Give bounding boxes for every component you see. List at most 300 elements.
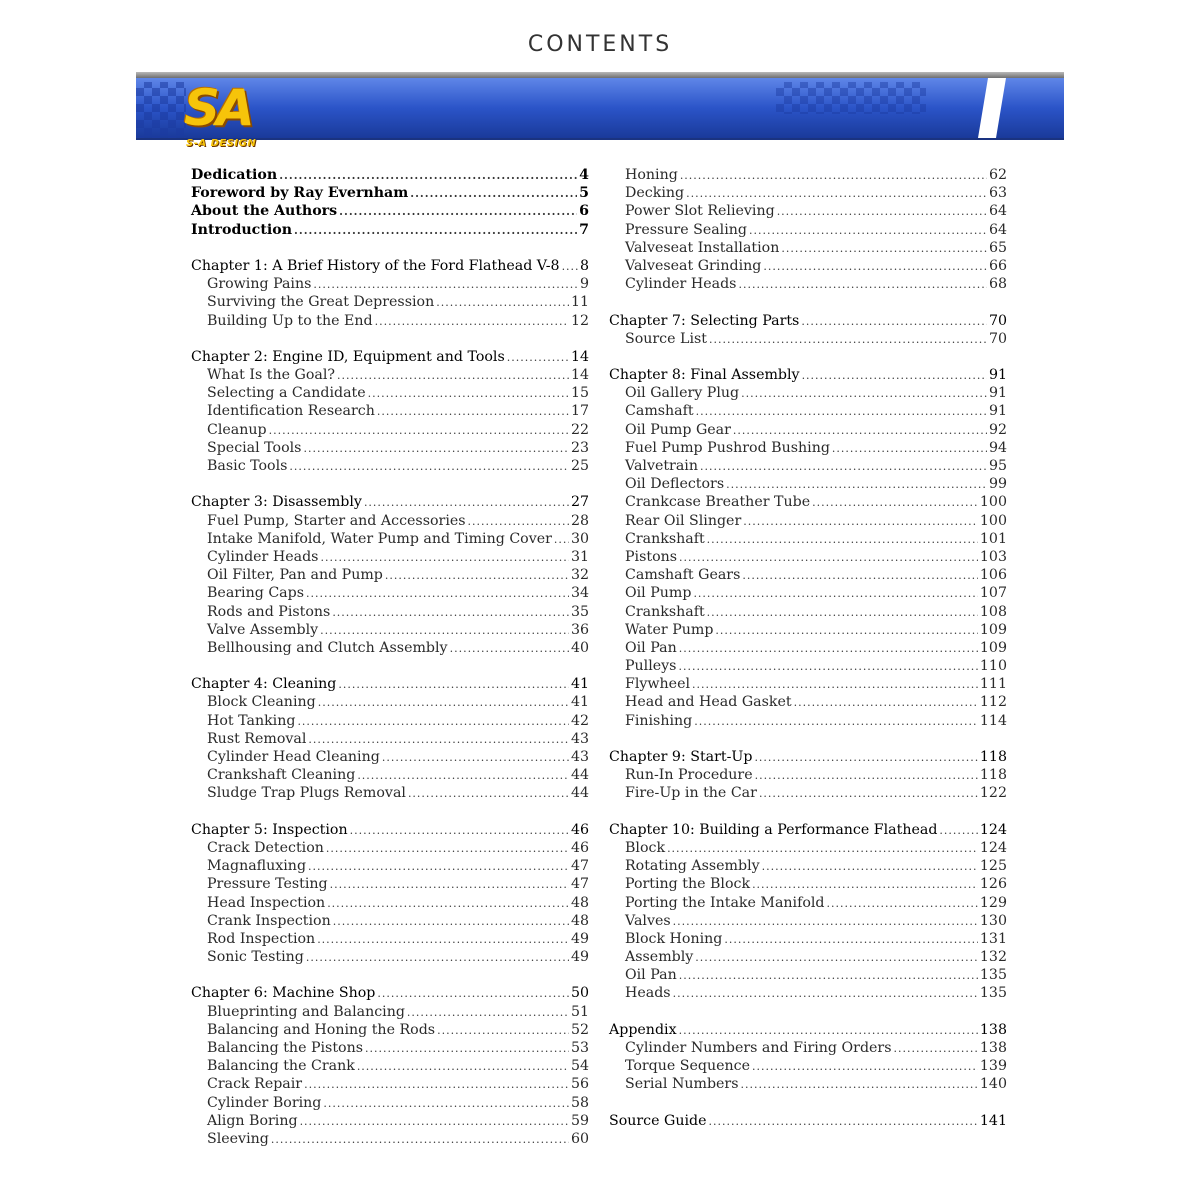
toc-entry[interactable] <box>191 584 589 602</box>
toc-leader-dots <box>755 770 978 782</box>
toc-chapter-entry[interactable] <box>191 184 589 202</box>
toc-entry-title: Cylinder Numbers and Firing Orders <box>625 1040 892 1056</box>
toc-entry-title: Chapter 5: Inspection <box>191 821 348 838</box>
toc-entry[interactable] <box>191 402 589 420</box>
toc-leader-dots <box>308 734 569 746</box>
toc-entry[interactable] <box>609 202 1007 220</box>
toc-entry-page: 68 <box>988 276 1007 293</box>
toc-entry[interactable] <box>609 439 1007 457</box>
toc-leader-dots <box>696 406 987 418</box>
toc-entry[interactable] <box>191 639 589 657</box>
toc-entry-title: Pulleys <box>625 658 677 675</box>
toc-leader-dots <box>679 970 978 982</box>
toc-entry-page: 70 <box>988 330 1007 347</box>
toc-entry-title: Chapter 2: Engine ID, Equipment and Tools <box>191 348 505 365</box>
toc-entry-title: Pressure Testing <box>207 876 328 893</box>
toc-entry[interactable] <box>191 894 589 912</box>
toc-entry-title: Chapter 6: Machine Shop <box>191 985 376 1002</box>
toc-entry[interactable] <box>191 1039 589 1057</box>
toc-leader-dots <box>812 497 978 509</box>
toc-entry-title: Bellhousing and Clutch Assembly <box>207 639 448 656</box>
toc-entry[interactable] <box>609 275 1007 293</box>
toc-leader-dots <box>709 1116 978 1128</box>
toc-entry-page: 140 <box>979 1076 1007 1093</box>
toc-entry[interactable] <box>191 366 589 384</box>
toc-leader-dots <box>715 625 977 637</box>
toc-leader-dots <box>679 552 978 564</box>
toc-leader-dots <box>318 697 569 709</box>
toc-entry[interactable] <box>609 784 1007 802</box>
toc-chapter-entry[interactable] <box>191 821 589 839</box>
toc-entry-title: Dedication <box>191 167 278 183</box>
toc-chapter-entry[interactable] <box>609 366 1007 384</box>
toc-leader-dots <box>893 1043 977 1055</box>
toc-entry[interactable] <box>609 894 1007 912</box>
toc-entry-page: 130 <box>979 912 1007 929</box>
toc-entry-page: 5 <box>579 185 589 202</box>
toc-chapter-entry[interactable] <box>191 984 589 1002</box>
toc-leader-dots <box>763 261 987 273</box>
toc-entry-title: Porting the Intake Manifold <box>625 894 825 911</box>
toc-entry-page: 17 <box>570 403 589 420</box>
toc-leader-dots <box>327 898 569 910</box>
toc-entry[interactable] <box>609 966 1007 984</box>
toc-entry[interactable] <box>609 948 1007 966</box>
toc-entry-title: Water Pump <box>625 621 714 638</box>
toc-entry-page: 60 <box>570 1130 589 1147</box>
toc-leader-dots <box>303 443 568 455</box>
toc-entry[interactable] <box>191 1057 589 1075</box>
toc-entry-title: Balancing the Crank <box>207 1058 355 1075</box>
toc-entry[interactable] <box>609 221 1007 239</box>
toc-entry[interactable] <box>191 312 589 330</box>
toc-leader-dots <box>410 188 577 200</box>
toc-entry-page: 112 <box>979 694 1007 711</box>
toc-entry-page: 110 <box>979 658 1007 675</box>
toc-entry-page: 34 <box>570 585 589 602</box>
toc-leader-dots <box>694 716 978 728</box>
toc-leader-dots <box>707 607 978 619</box>
toc-entry-page: 100 <box>979 512 1007 529</box>
toc-entry-title: Rust Removal <box>207 730 307 747</box>
toc-entry-title: Pressure Sealing <box>625 221 747 238</box>
toc-entry-title: Chapter 1: A Brief History of the Ford Flathead V-8 <box>191 257 560 274</box>
toc-entry-page: 135 <box>979 967 1007 984</box>
toc-entry-page: 118 <box>979 749 1007 765</box>
toc-entry[interactable] <box>191 875 589 893</box>
toc-entry[interactable] <box>609 693 1007 711</box>
toc-entry-title: Oil Deflectors <box>625 476 725 493</box>
toc-leader-dots <box>693 588 977 600</box>
toc-entry-page: 92 <box>988 421 1007 438</box>
toc-entry[interactable] <box>191 1130 589 1148</box>
toc-entry-title: Crank Inspection <box>207 912 331 929</box>
toc-entry[interactable] <box>191 693 589 711</box>
toc-entry-page: 70 <box>988 312 1007 329</box>
toc-chapter-entry[interactable] <box>191 675 589 693</box>
toc-leader-dots <box>507 352 569 364</box>
toc-entry[interactable] <box>609 930 1007 948</box>
toc-chapter-entry[interactable] <box>191 257 589 275</box>
toc-entry[interactable] <box>609 657 1007 675</box>
toc-entry-title: Torque Sequence <box>625 1058 751 1075</box>
toc-entry[interactable] <box>609 603 1007 621</box>
toc-leader-dots <box>742 570 978 582</box>
toc-entry-title: Valves <box>625 912 671 929</box>
toc-entry-page: 41 <box>570 676 589 693</box>
toc-entry-title: Chapter 8: Final Assembly <box>609 367 800 384</box>
toc-leader-dots <box>320 552 568 564</box>
toc-chapter-entry[interactable] <box>609 1112 1007 1130</box>
toc-entry[interactable] <box>191 421 589 439</box>
toc-leader-dots <box>801 316 987 328</box>
toc-entry[interactable] <box>191 384 589 402</box>
toc-entry-page: 106 <box>979 567 1007 584</box>
toc-entry[interactable] <box>191 784 589 802</box>
toc-entry[interactable] <box>609 184 1007 202</box>
toc-chapter-entry[interactable] <box>191 221 589 239</box>
toc-entry-title: Valvetrain <box>625 458 698 474</box>
toc-entry-page: 62 <box>988 167 1007 183</box>
toc-entry-page: 50 <box>570 985 589 1002</box>
toc-entry-title: Flywheel <box>625 676 691 693</box>
toc-entry-page: 122 <box>979 785 1007 802</box>
toc-entry-page: 48 <box>570 894 589 911</box>
toc-entry[interactable] <box>609 912 1007 930</box>
toc-entry[interactable] <box>609 548 1007 566</box>
toc-entry-title: Surviving the Great Depression <box>207 294 435 311</box>
toc-entry-title: Fire-Up in the Car <box>625 785 757 802</box>
toc-entry-title: Camshaft <box>625 403 694 420</box>
toc-entry[interactable] <box>609 1039 1007 1057</box>
toc-entry[interactable] <box>609 712 1007 730</box>
toc-left-column <box>191 166 589 1148</box>
toc-entry-title: Crack Detection <box>207 839 324 856</box>
toc-leader-dots <box>741 388 987 400</box>
toc-entry[interactable] <box>191 621 589 639</box>
toc-entry-page: 91 <box>988 385 1007 402</box>
toc-entry-page: 4 <box>579 167 589 183</box>
toc-entry-title: Foreword by Ray Evernham <box>191 185 409 202</box>
toc-leader-dots <box>306 588 569 600</box>
toc-entry[interactable] <box>609 857 1007 875</box>
toc-entry-title: Head and Head Gasket <box>625 694 792 711</box>
toc-entry[interactable] <box>609 493 1007 511</box>
toc-entry-title: Bearing Caps <box>207 585 305 602</box>
toc-entry-page: 22 <box>570 421 589 438</box>
toc-entry[interactable] <box>191 912 589 930</box>
toc-entry[interactable] <box>191 1094 589 1112</box>
toc-entry-title: Crack Repair <box>207 1076 303 1093</box>
toc-entry-page: 49 <box>570 930 589 947</box>
toc-entry-title: Blueprinting and Balancing <box>207 1003 405 1020</box>
toc-entry-page: 52 <box>570 1021 589 1038</box>
page-title: CONTENTS <box>527 32 673 57</box>
toc-entry[interactable] <box>191 948 589 966</box>
toc-chapter-entry[interactable] <box>609 312 1007 330</box>
toc-entry-title: Identification Research <box>207 403 375 420</box>
toc-leader-dots <box>408 788 569 800</box>
toc-entry-page: 43 <box>570 730 589 747</box>
toc-chapter-entry[interactable] <box>609 821 1007 839</box>
toc-entry[interactable] <box>191 1112 589 1130</box>
toc-entry[interactable] <box>609 239 1007 257</box>
toc-leader-dots <box>385 570 569 582</box>
toc-entry-page: 27 <box>570 494 589 511</box>
toc-entry-title: Run-In Procedure <box>625 767 753 784</box>
toc-entry[interactable] <box>609 566 1007 584</box>
toc-entry-title: Balancing the Pistons <box>207 1040 364 1056</box>
toc-entry-title: Porting the Block <box>625 876 751 893</box>
toc-leader-dots <box>679 643 978 655</box>
toc-entry-page: 129 <box>979 894 1007 911</box>
toc-entry[interactable] <box>609 166 1007 184</box>
toc-entry-page: 15 <box>570 385 589 402</box>
toc-entry-title: Power Slot Relieving <box>625 203 775 220</box>
toc-entry-title: Selecting a Candidate <box>207 385 366 402</box>
toc-leader-dots <box>317 934 569 946</box>
toc-entry-page: 11 <box>570 294 589 311</box>
toc-leader-dots <box>365 1043 569 1055</box>
toc-entry-page: 30 <box>570 530 589 547</box>
toc-leader-dots <box>294 225 577 237</box>
toc-leader-dots <box>289 461 569 473</box>
toc-leader-dots <box>300 1116 569 1128</box>
toc-entry[interactable] <box>609 621 1007 639</box>
toc-leader-dots <box>562 261 578 273</box>
toc-entry[interactable] <box>609 384 1007 402</box>
toc-leader-dots <box>308 861 569 873</box>
toc-entry-title: Chapter 10: Building a Performance Flathead <box>609 821 938 838</box>
toc-leader-dots <box>686 188 987 200</box>
toc-entry-title: Oil Pan <box>625 639 677 656</box>
toc-entry-page: 95 <box>988 458 1007 474</box>
toc-entry-title: Crankshaft <box>625 530 705 547</box>
toc-entry-page: 139 <box>979 1058 1007 1075</box>
toc-entry-title: Valveseat Grinding <box>625 257 762 274</box>
toc-entry-title: Assembly <box>625 949 694 966</box>
toc-entry-page: 58 <box>570 1094 589 1111</box>
toc-leader-dots <box>726 479 987 491</box>
toc-chapter-entry[interactable] <box>191 202 589 220</box>
toc-entry[interactable] <box>609 1075 1007 1093</box>
toc-leader-dots <box>437 1025 569 1037</box>
toc-entry-title: Chapter 3: Disassembly <box>191 494 362 511</box>
toc-entry[interactable] <box>191 839 589 857</box>
toc-entry-page: 31 <box>570 548 589 565</box>
logo-subtext: S-A DESIGN <box>186 138 257 149</box>
toc-leader-dots <box>752 879 978 891</box>
toc-leader-dots <box>680 170 987 182</box>
toc-entry-page: 138 <box>979 1021 1007 1038</box>
toc-entry-page: 42 <box>570 712 589 729</box>
toc-entry-page: 32 <box>570 567 589 584</box>
toc-leader-dots <box>271 1134 569 1146</box>
toc-entry-page: 59 <box>570 1112 589 1129</box>
toc-entry[interactable] <box>609 1057 1007 1075</box>
toc-leader-dots <box>279 170 577 182</box>
toc-entry-title: Chapter 4: Cleaning <box>191 676 337 693</box>
toc-entry-title: Introduction <box>191 221 293 238</box>
toc-entry-page: 124 <box>979 821 1007 838</box>
toc-entry-page: 91 <box>988 367 1007 384</box>
toc-chapter-entry[interactable] <box>191 166 589 184</box>
toc-entry[interactable] <box>609 584 1007 602</box>
toc-entry[interactable] <box>191 293 589 311</box>
toc-entry-page: 65 <box>988 239 1007 256</box>
toc-entry-page: 9 <box>579 276 589 293</box>
toc-entry[interactable] <box>609 257 1007 275</box>
toc-entry-title: Cylinder Head Cleaning <box>207 749 380 765</box>
toc-leader-dots <box>357 1061 569 1073</box>
toc-entry-page: 36 <box>570 621 589 638</box>
toc-chapter-entry[interactable] <box>191 348 589 366</box>
toc-entry[interactable] <box>609 766 1007 784</box>
toc-leader-dots <box>733 425 987 437</box>
toc-entry-title: Chapter 9: Start-Up <box>609 749 753 765</box>
banner-graphic <box>136 72 1064 152</box>
toc-entry-title: Building Up to the End <box>207 312 373 329</box>
toc-entry-title: Growing Pains <box>207 276 312 293</box>
toc-leader-dots <box>450 643 569 655</box>
toc-entry-page: 109 <box>979 639 1007 656</box>
toc-entry[interactable] <box>191 1075 589 1093</box>
toc-entry[interactable] <box>609 457 1007 475</box>
toc-entry-page: 126 <box>979 876 1007 893</box>
toc-leader-dots <box>304 1079 569 1091</box>
toc-leader-dots <box>468 516 569 528</box>
toc-entry-title: Balancing and Honing the Rods <box>207 1021 436 1038</box>
toc-entry[interactable] <box>191 439 589 457</box>
toc-entry-title: Cleanup <box>207 421 267 438</box>
toc-leader-dots <box>338 679 569 691</box>
toc-entry-title: Rotating Assembly <box>625 858 760 875</box>
toc-entry-page: 91 <box>988 403 1007 420</box>
toc-chapter-entry[interactable] <box>191 493 589 511</box>
toc-entry-page: 14 <box>570 348 589 365</box>
toc-entry-title: Decking <box>625 185 685 202</box>
toc-entry[interactable] <box>191 730 589 748</box>
toc-entry-title: Heads <box>625 985 671 1002</box>
toc-entry-page: 100 <box>979 494 1007 511</box>
toc-leader-dots <box>297 716 569 728</box>
toc-entry-title: Cylinder Boring <box>207 1094 322 1111</box>
toc-leader-dots <box>762 861 978 873</box>
toc-entry-title: Crankshaft <box>625 603 705 620</box>
toc-entry[interactable] <box>191 857 589 875</box>
toc-leader-dots <box>375 316 569 328</box>
toc-entry-page: 48 <box>570 912 589 929</box>
toc-entry-title: Magnafluxing <box>207 858 307 875</box>
toc-entry-title: Sonic Testing <box>207 949 304 966</box>
toc-leader-dots <box>339 206 577 218</box>
toc-leader-dots <box>382 752 569 764</box>
toc-leader-dots <box>678 661 977 673</box>
toc-entry[interactable] <box>609 675 1007 693</box>
toc-entry-page: 41 <box>570 694 589 711</box>
toc-entry-page: 49 <box>570 949 589 966</box>
toc-entry-title: Fuel Pump, Starter and Accessories <box>207 512 466 529</box>
toc-entry-title: Valve Assembly <box>207 621 319 638</box>
toc-entry[interactable] <box>609 530 1007 548</box>
header-banner <box>136 72 1064 152</box>
toc-entry-page: 12 <box>570 312 589 329</box>
toc-entry-title: Appendix <box>609 1021 677 1038</box>
toc-entry[interactable] <box>191 748 589 766</box>
toc-entry-title: Honing <box>625 167 678 183</box>
toc-entry-title: Oil Filter, Pan and Pump <box>207 567 383 584</box>
toc-entry[interactable] <box>191 457 589 475</box>
toc-entry[interactable] <box>609 512 1007 530</box>
toc-entry-title: Pistons <box>625 548 678 565</box>
toc-entry[interactable] <box>191 766 589 784</box>
toc-entry-title: Special Tools <box>207 439 302 456</box>
toc-leader-dots <box>679 1025 978 1037</box>
toc-entry-page: 28 <box>570 512 589 529</box>
toc-entry[interactable] <box>191 930 589 948</box>
toc-right-column <box>609 166 1007 1130</box>
toc-entry-page: 46 <box>570 821 589 838</box>
toc-entry[interactable] <box>609 875 1007 893</box>
logo-icon: SA <box>184 79 251 137</box>
toc-leader-dots <box>752 1061 978 1073</box>
toc-entry-page: 138 <box>979 1040 1007 1056</box>
toc-leader-dots <box>337 370 569 382</box>
toc-entry[interactable] <box>191 1003 589 1021</box>
toc-entry[interactable] <box>609 839 1007 857</box>
toc-entry[interactable] <box>609 639 1007 657</box>
toc-entry-title: Finishing <box>625 712 693 729</box>
toc-entry[interactable] <box>609 402 1007 420</box>
toc-leader-dots <box>377 988 569 1000</box>
toc-leader-dots <box>794 697 978 709</box>
toc-leader-dots <box>364 497 569 509</box>
toc-leader-dots <box>759 788 978 800</box>
toc-entry-page: 54 <box>570 1058 589 1075</box>
toc-entry-title: Rod Inspection <box>207 930 316 947</box>
toc-entry-title: Cylinder Heads <box>207 548 319 565</box>
toc-entry-title: Intake Manifold, Water Pump and Timing Cover <box>207 530 552 547</box>
toc-entry-page: 47 <box>570 858 589 875</box>
toc-entry[interactable] <box>609 984 1007 1002</box>
toc-entry[interactable] <box>609 475 1007 493</box>
toc-leader-dots <box>939 825 978 837</box>
toc-leader-dots <box>692 679 978 691</box>
toc-entry[interactable] <box>191 275 589 293</box>
toc-entry[interactable] <box>191 566 589 584</box>
toc-entry[interactable] <box>609 330 1007 348</box>
toc-entry-page: 6 <box>579 203 589 220</box>
toc-entry-title: Source Guide <box>609 1112 707 1129</box>
toc-entry[interactable] <box>191 1021 589 1039</box>
toc-entry[interactable] <box>191 603 589 621</box>
toc-entry[interactable] <box>191 548 589 566</box>
toc-entry-title: Crankcase Breather Tube <box>625 494 811 511</box>
toc-entry[interactable] <box>191 712 589 730</box>
toc-chapter-entry[interactable] <box>609 1021 1007 1039</box>
toc-chapter-entry[interactable] <box>609 748 1007 766</box>
toc-entry-page: 43 <box>570 749 589 765</box>
toc-entry-title: Valveseat Installation <box>625 239 780 256</box>
toc-leader-dots <box>781 243 987 255</box>
toc-entry-page: 23 <box>570 439 589 456</box>
toc-entry-title: Basic Tools <box>207 458 288 474</box>
toc-entry[interactable] <box>191 512 589 530</box>
toc-entry-page: 64 <box>988 203 1007 220</box>
toc-entry[interactable] <box>191 530 589 548</box>
toc-entry[interactable] <box>609 421 1007 439</box>
toc-entry-title: Chapter 7: Selecting Parts <box>609 312 800 329</box>
